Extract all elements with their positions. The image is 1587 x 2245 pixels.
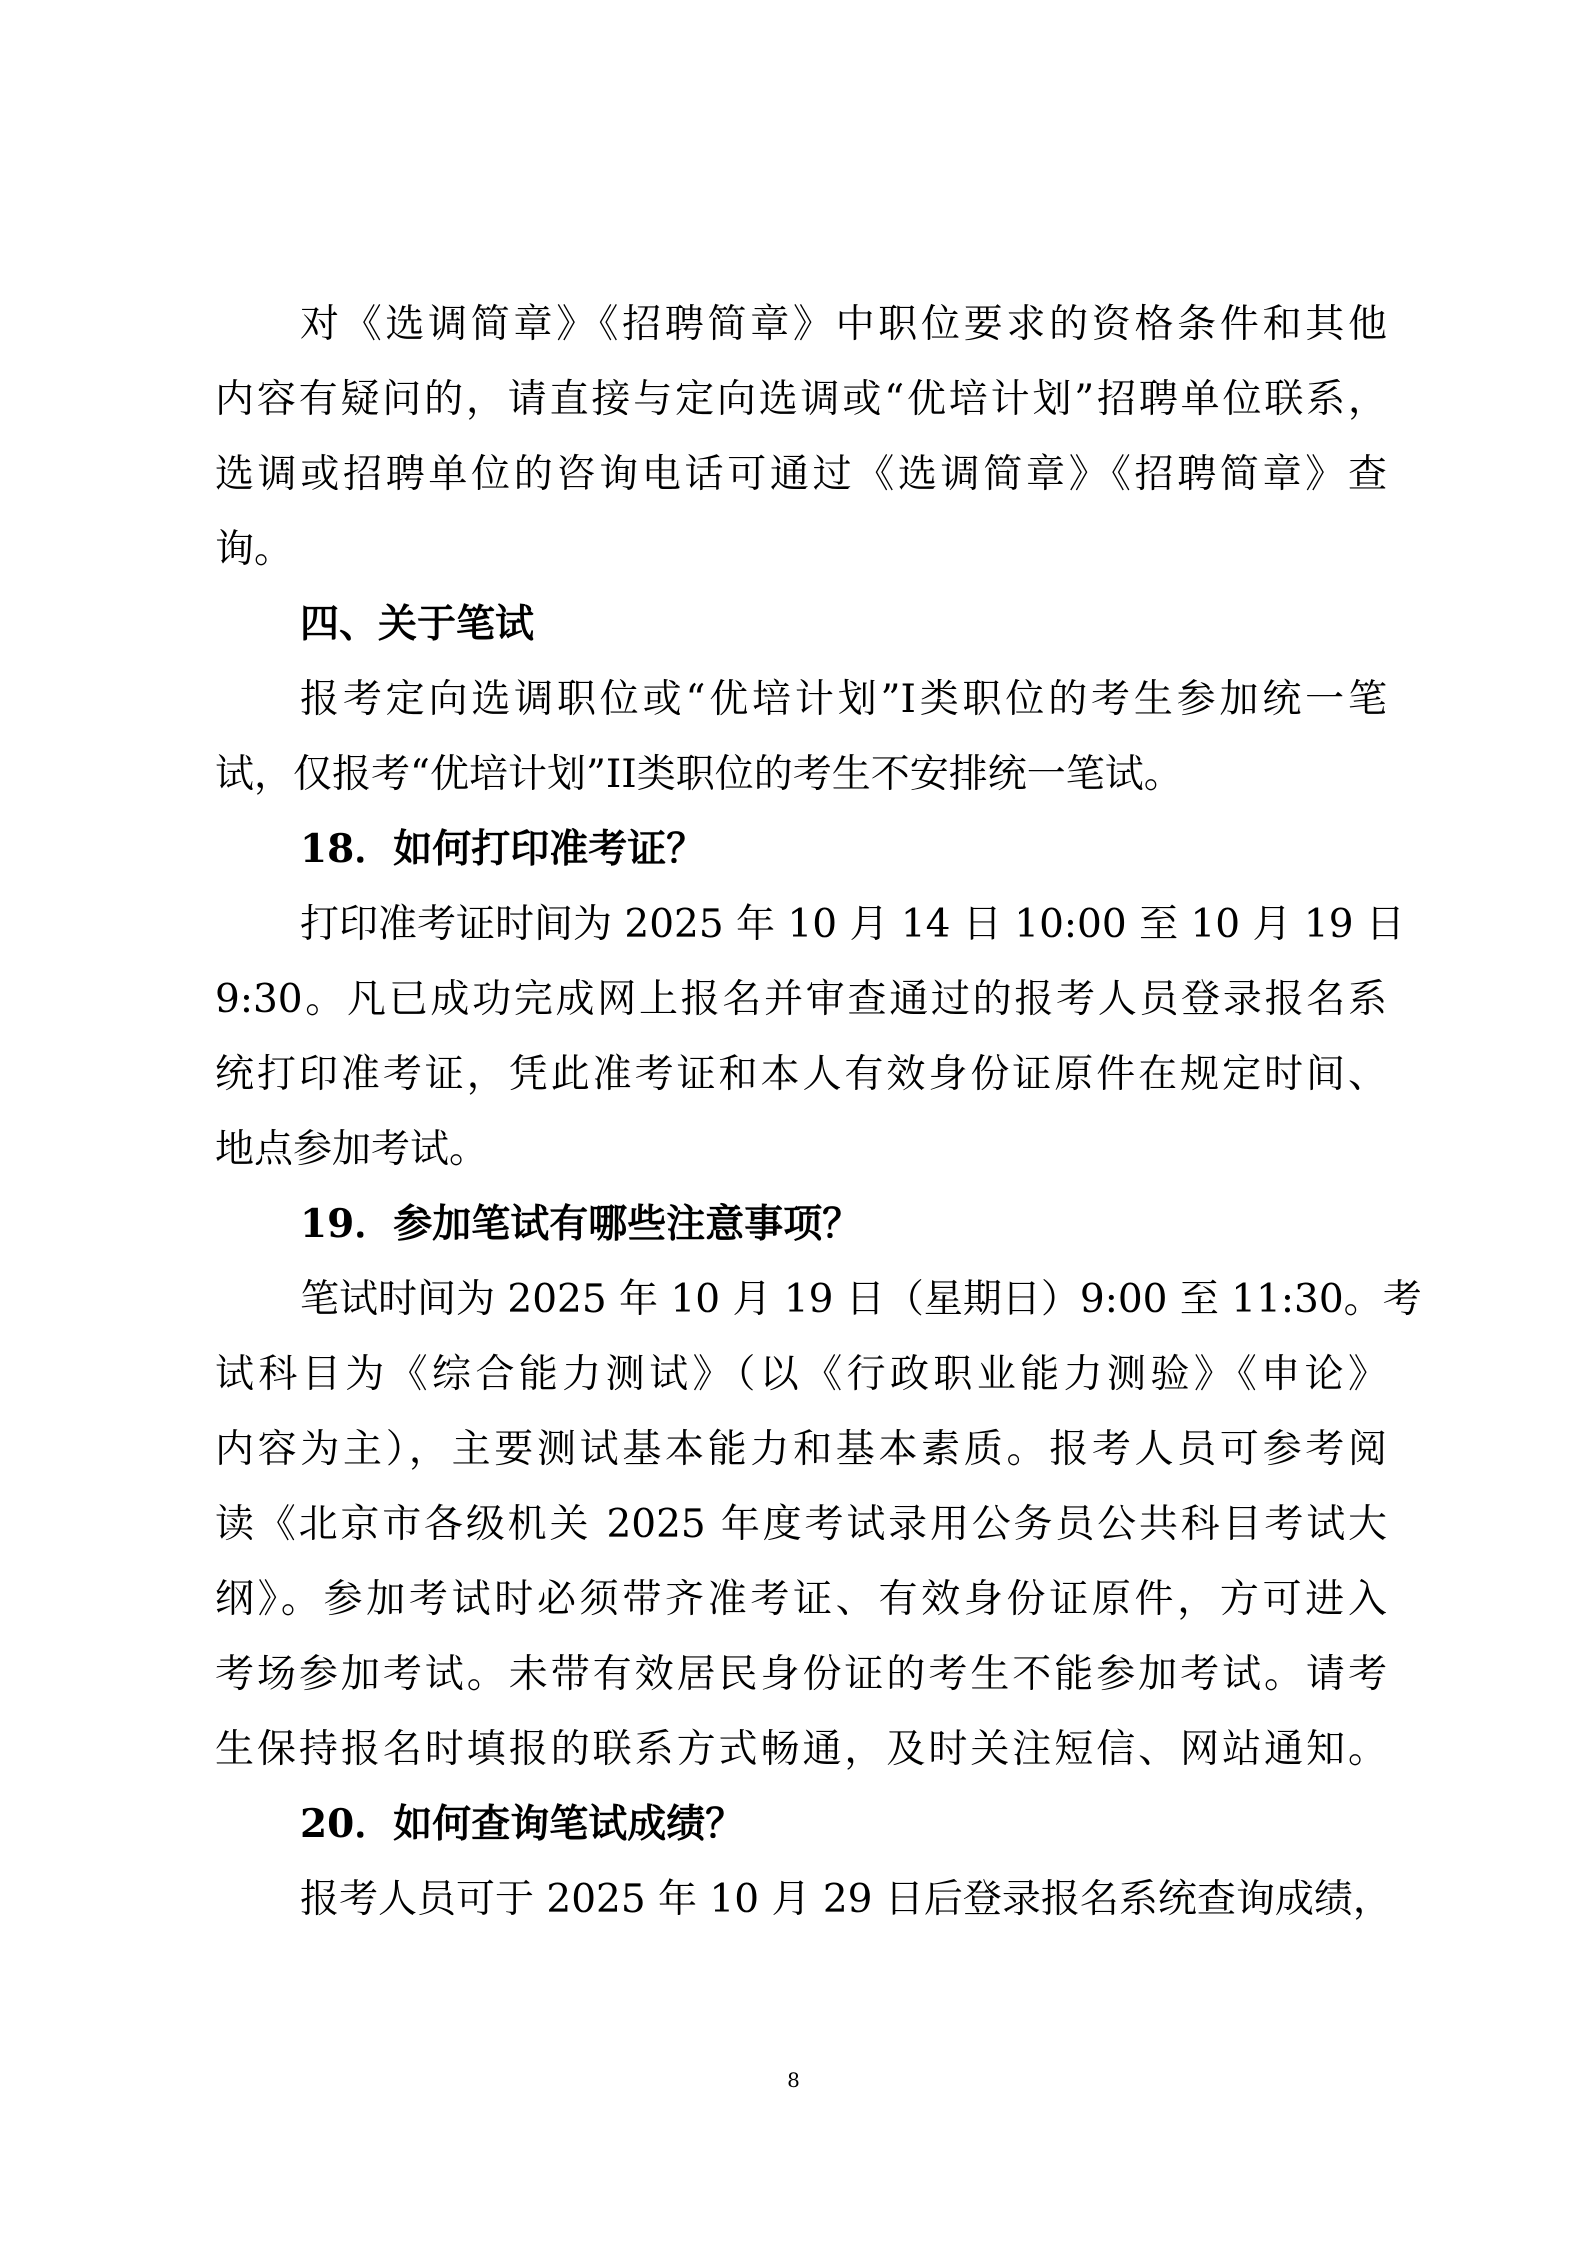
- section-heading-4: 四、关于笔试: [300, 601, 535, 647]
- paragraph-4-line-7: 生保持报名时填报的联系方式畅通，及时关注短信、网站通知。: [215, 1727, 1387, 1772]
- question-18-heading: 18．如何打印准考证？: [300, 826, 706, 872]
- paragraph-4-line-6: 考场参加考试。未带有效居民身份证的考生不能参加考试。请考: [215, 1652, 1387, 1697]
- paragraph-2-line-1: 报考定向选调职位或“优培计划”I类职位的考生参加统一笔: [300, 677, 1387, 722]
- paragraph-1-line-4: 询。: [215, 527, 294, 572]
- question-20-heading: 20．如何查询笔试成绩？: [300, 1801, 745, 1847]
- paragraph-4-line-3: 内容为主），主要测试基本能力和基本素质。报考人员可参考阅: [215, 1427, 1387, 1472]
- paragraph-4-line-4: 读《北京市各级机关 2025 年度考试录用公务员公共科目考试大: [215, 1502, 1387, 1547]
- page-number: 8: [787, 2068, 800, 2092]
- paragraph-4-line-5: 纲》。参加考试时必须带齐准考证、有效身份证原件，方可进入: [215, 1577, 1387, 1622]
- paragraph-3-line-2: 9:30。凡已成功完成网上报名并审查通过的报考人员登录报名系: [215, 977, 1387, 1022]
- paragraph-2-line-2: 试，仅报考“优培计划”II类职位的考生不安排统一笔试。: [215, 752, 1183, 797]
- paragraph-3-line-3: 统打印准考证，凭此准考证和本人有效身份证原件在规定时间、: [215, 1052, 1387, 1097]
- paragraph-5-line-1: 报考人员可于 2025 年 10 月 29 日后登录报名系统查询成绩，: [300, 1877, 1392, 1922]
- paragraph-4-line-2: 试科目为《综合能力测试》（以《行政职业能力测验》《申论》: [215, 1352, 1387, 1397]
- paragraph-1-line-1: 对《选调简章》《招聘简章》中职位要求的资格条件和其他: [300, 302, 1387, 347]
- paragraph-4-line-1: 笔试时间为 2025 年 10 月 19 日（星期日）9:00 至 11:30。考: [300, 1277, 1422, 1322]
- paragraph-1-line-3: 选调或招聘单位的咨询电话可通过《选调简章》《招聘简章》查: [215, 452, 1387, 497]
- paragraph-3-line-1: 打印准考证时间为 2025 年 10 月 14 日 10:00 至 10 月 19 日: [300, 902, 1405, 947]
- paragraph-1-line-2: 内容有疑问的，请直接与定向选调或“优培计划”招聘单位联系，: [215, 377, 1387, 422]
- paragraph-3-line-4: 地点参加考试。: [215, 1127, 489, 1172]
- question-19-heading: 19．参加笔试有哪些注意事项？: [300, 1201, 862, 1247]
